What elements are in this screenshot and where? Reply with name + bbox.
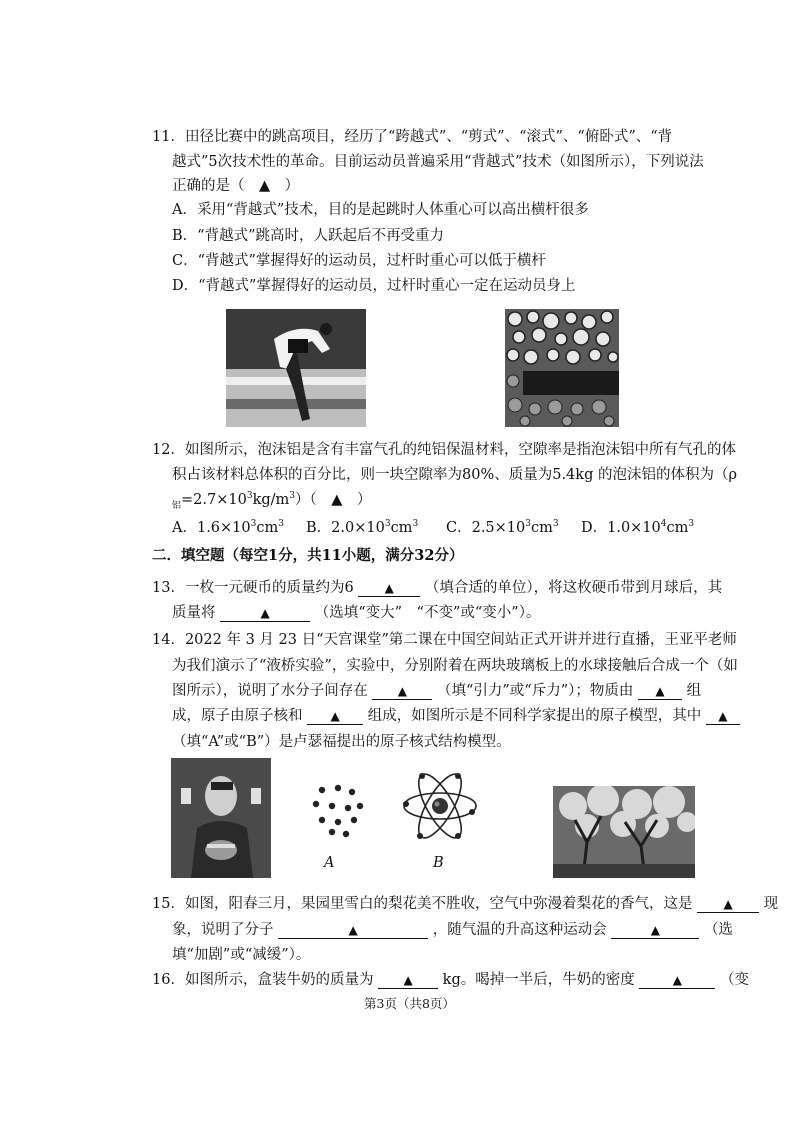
q14-blank-4[interactable]: ▲ <box>706 708 740 725</box>
q12-line2: 积占该材料总体积的百分比，则一块空隙率为80%、质量为5.4kg 的泡沫铝的体积为（ρ <box>172 467 737 483</box>
liquid-bridge-photo <box>171 758 271 878</box>
pear-blossom-photo <box>553 786 695 878</box>
q12-option-b: B．$2.0\times 10^3cm^3$ <box>306 519 419 536</box>
q14-line3: 图所示），说明了水分子间存在 ▲ （填“引力”或“斥力”）；物质由 ▲ 组 <box>172 683 702 699</box>
high-jump-photo <box>226 309 366 427</box>
section-heading: 二．填空题（每空1分，共11小题，满分32分） <box>152 547 464 564</box>
q11-option-a: A．采用“背越式”技术，目的是起跳时人体重心可以高出横杆很多 <box>172 202 589 218</box>
atom-model-b-icon <box>400 766 480 846</box>
q14-blank-3[interactable]: ▲ <box>307 708 363 725</box>
atom-model-a-icon <box>308 780 368 840</box>
q13-blank-1[interactable]: ▲ <box>358 580 420 597</box>
q16-blank-2[interactable]: ▲ <box>639 972 715 989</box>
q14-blank-1[interactable]: ▲ <box>372 683 432 700</box>
foam-aluminum-photo <box>505 309 619 427</box>
q13-line1: 13．一枚一元硬币的质量约为6 ▲ （填合适的单位），将这枚硬币带到月球后，其 <box>152 580 723 596</box>
q12-option-d: D．$1.0\times 10^4cm^3$ <box>581 519 695 536</box>
q11-line3: 正确的是（ ▲ ） <box>172 178 300 194</box>
q11-option-b: B．“背越式”跳高时，人跃起后不再受重力 <box>172 228 444 244</box>
q11-option-c: C．“背越式”掌握得好的运动员，过杆时重心可以低于横杆 <box>172 253 546 269</box>
q13-line2: 质量将 ▲ （选填“变大” “不变”或“变小”）。 <box>172 605 541 621</box>
q14-line4: 成，原子由原子核和 ▲ 组成，如图所示是不同科学家提出的原子模型，其中 ▲ <box>172 706 740 726</box>
q15-line1: 15．如图，阳春三月，果园里雪白的梨花美不胜收，空气中弥漫着梨花的香气，这是 ▲ 现 <box>152 896 779 912</box>
q15-line2: 象，说明了分子 ▲ ，随气温的升高这种运动会 ▲ （选 <box>172 922 733 938</box>
q15-line3: 填“加剧”或“减缓”）。 <box>172 947 311 963</box>
q12-line1: 12．如图所示，泡沫铝是含有丰富气孔的纯铝保温材料，空隙率是指泡沫铝中所有气孔的体 <box>152 442 736 458</box>
q16-blank-1[interactable]: ▲ <box>378 972 438 989</box>
atom-label-a: A <box>324 855 335 871</box>
q14-line2: 为我们演示了“液桥实验”，实验中，分别附着在两块玻璃板上的水球接触后合成一个（如 <box>172 658 738 674</box>
q15-blank-1[interactable]: ▲ <box>697 896 759 913</box>
q16-line1: 16．如图所示，盒装牛奶的质量为 ▲ kg。喝掉一半后，牛奶的密度 ▲ （变 <box>152 972 749 988</box>
q15-blank-2[interactable]: ▲ <box>278 922 428 939</box>
q15-blank-3[interactable]: ▲ <box>611 922 699 939</box>
q11-line2: 越式”5次技术性的革命。目前运动员普遍采用“背越式”技术（如图所示），下列说法 <box>172 154 704 170</box>
q14-blank-2[interactable]: ▲ <box>638 683 682 700</box>
q12-option-c: C．$2.5\times 10^3cm^3$ <box>446 519 559 536</box>
q13-blank-2[interactable]: ▲ <box>220 605 310 622</box>
q12-line3: $_铝=2.7\times 10^3kg/m^3$）（ ▲ ） <box>172 491 372 511</box>
atom-label-b: B <box>433 855 444 871</box>
q14-line1: 14．2022 年 3 月 23 日“天宫课堂”第二课在中国空间站正式开讲并进行直播，王亚平老师 <box>152 632 737 648</box>
q12-option-a: A．$1.6\times 10^3cm^3$ <box>172 519 284 536</box>
q11-line1: 11．田径比赛中的跳高项目，经历了“跨越式”、“剪式”、“滚式”、“俯卧式”、“背 <box>152 129 673 145</box>
q14-line5: （填“A”或“B”）是卢瑟福提出的原子核式结构模型。 <box>172 734 511 750</box>
page-footer: 第3页（共8页） <box>364 996 455 1011</box>
q11-option-d: D．“背越式”掌握得好的运动员，过杆时重心一定在运动员身上 <box>172 278 576 294</box>
